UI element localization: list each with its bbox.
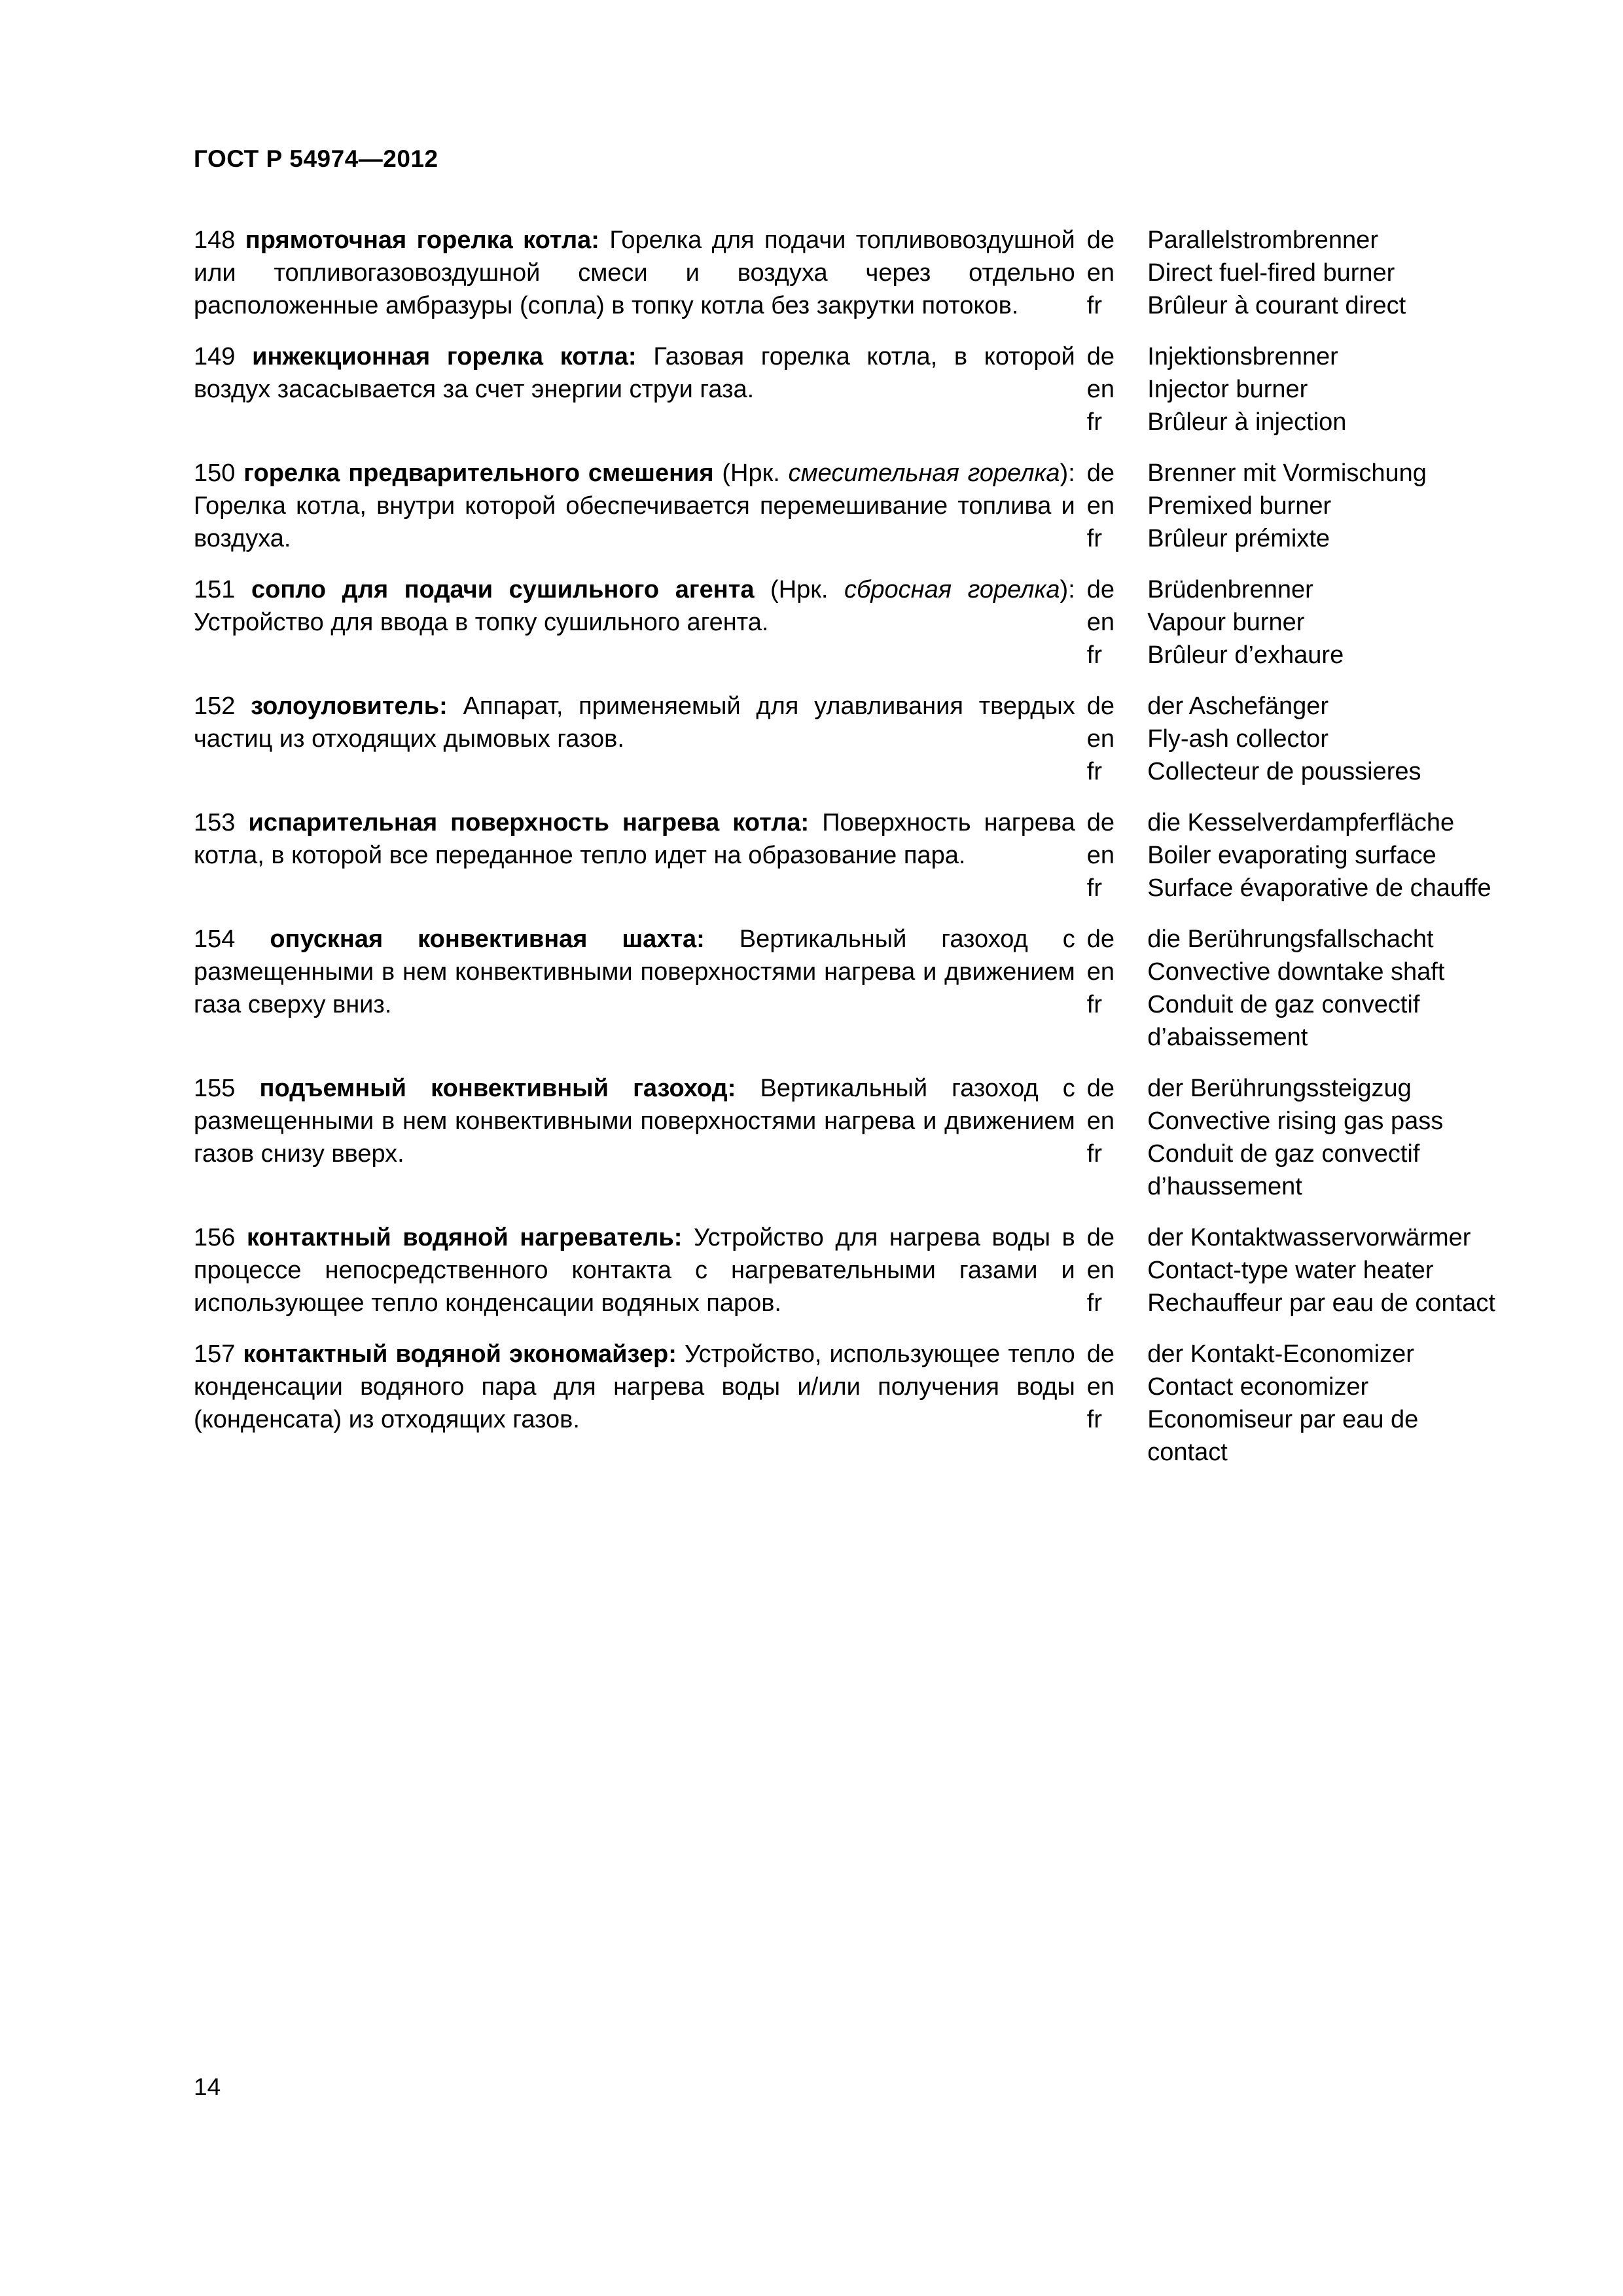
translation-de: Brüdenbrenner bbox=[1147, 576, 1313, 603]
language-codes bbox=[1078, 1072, 1141, 1170]
lang-code-de: de bbox=[1086, 226, 1115, 254]
language-codes bbox=[1078, 923, 1141, 1021]
translation-de: die Berührungsfallschacht bbox=[1147, 925, 1434, 953]
entry-term: горелка предварительного смешения bbox=[243, 459, 714, 487]
entry-definition-text: Горелка для подачи топливовоздушной или топливогазовоздушной смеси и воздуха через отдельно расположенные амбразуры (сопла) в топку котла без закрутки потоков. bbox=[194, 226, 1075, 319]
translations bbox=[1141, 923, 1496, 1054]
entry-definition bbox=[194, 806, 1078, 872]
lang-code-de: de bbox=[1086, 1340, 1115, 1368]
translation-en: Direct fuel-fired burner bbox=[1147, 259, 1395, 287]
entry-definition bbox=[194, 1338, 1078, 1436]
lang-code-fr: fr bbox=[1086, 292, 1102, 319]
lang-code-en: en bbox=[1086, 958, 1115, 986]
term-entry-154 bbox=[194, 923, 1496, 1054]
lang-code-de: de bbox=[1086, 576, 1115, 603]
lang-code-fr: fr bbox=[1086, 758, 1102, 785]
entry-term: подъемный конвективный газоход: bbox=[259, 1075, 736, 1102]
term-entry-152 bbox=[194, 690, 1496, 788]
translation-fr: Rechauffeur par eau de contact bbox=[1147, 1289, 1495, 1317]
lang-code-en: en bbox=[1086, 725, 1115, 753]
entry-term: сопло для подачи сушильного агента bbox=[251, 576, 755, 603]
language-codes bbox=[1078, 340, 1141, 439]
entry-number: 148 bbox=[194, 226, 236, 254]
entry-nrk-suffix: ): bbox=[1060, 576, 1075, 603]
language-codes bbox=[1078, 1338, 1141, 1436]
lang-code-fr: fr bbox=[1086, 991, 1102, 1018]
entry-definition-text: Аппарат, применяемый для улавливания твердых частиц из отходящих дымовых газов. bbox=[194, 692, 1075, 753]
entry-definition bbox=[194, 923, 1078, 1021]
entry-term: контактный водяной экономайзер: bbox=[243, 1340, 677, 1368]
translation-fr: Conduit de gaz convectif d’haussement bbox=[1147, 1140, 1420, 1200]
lang-code-fr: fr bbox=[1086, 1289, 1102, 1317]
entry-definition bbox=[194, 457, 1078, 555]
translation-en: Injector burner bbox=[1147, 376, 1308, 403]
lang-code-fr: fr bbox=[1086, 1406, 1102, 1433]
term-entry-148 bbox=[194, 224, 1496, 322]
lang-code-de: de bbox=[1086, 459, 1115, 487]
entry-definition-text: Поверхность нагрева котла, в которой все переданное тепло идет на образование пара. bbox=[194, 809, 1075, 869]
entry-definition-text: Горелка котла, внутри которой обеспечивается перемешивание топлива и воздуха. bbox=[194, 492, 1075, 552]
translation-en: Contact economizer bbox=[1147, 1373, 1369, 1401]
translation-en: Contact-type water heater bbox=[1147, 1257, 1434, 1284]
entry-definition bbox=[194, 690, 1078, 755]
lang-code-en: en bbox=[1086, 842, 1115, 869]
language-codes bbox=[1078, 1221, 1141, 1319]
lang-code-en: en bbox=[1086, 376, 1115, 403]
entry-number: 149 bbox=[194, 343, 236, 370]
entry-number: 156 bbox=[194, 1224, 236, 1251]
entry-term: контактный водяной нагреватель: bbox=[246, 1224, 683, 1251]
translation-de: der Berührungssteigzug bbox=[1147, 1075, 1412, 1102]
entry-deprecated-term: сбросная горелка bbox=[844, 576, 1060, 603]
translation-en: Fly-ash collector bbox=[1147, 725, 1329, 753]
entry-definition bbox=[194, 1072, 1078, 1170]
lang-code-en: en bbox=[1086, 609, 1115, 636]
translation-de: Injektionsbrenner bbox=[1147, 343, 1338, 370]
translations bbox=[1141, 1221, 1496, 1319]
entry-number: 152 bbox=[194, 692, 236, 720]
entry-number: 150 bbox=[194, 459, 236, 487]
entry-definition-text: Устройство, использующее тепло конденсации водяного пара для нагрева воды и/или получения воды (конденсата) из отходящих газов. bbox=[194, 1340, 1075, 1433]
lang-code-en: en bbox=[1086, 1257, 1115, 1284]
translations bbox=[1141, 690, 1496, 788]
translation-fr: Brûleur prémixte bbox=[1147, 525, 1330, 552]
document-header: ГОСТ Р 54974—2012 bbox=[194, 145, 438, 172]
entry-term: прямоточная горелка котла: bbox=[245, 226, 599, 254]
translation-en: Premixed burner bbox=[1147, 492, 1332, 520]
entry-number: 154 bbox=[194, 925, 236, 953]
entry-definition-text: Газовая горелка котла, в которой воздух засасывается за счет энергии струи газа. bbox=[194, 343, 1075, 403]
translation-de: der Kontaktwasservorwärmer bbox=[1147, 1224, 1471, 1251]
entry-number: 157 bbox=[194, 1340, 236, 1368]
translation-fr: Collecteur de poussieres bbox=[1147, 758, 1421, 785]
entry-definition-text: Устройство для ввода в топку сушильного агента. bbox=[194, 609, 769, 636]
lang-code-fr: fr bbox=[1086, 874, 1102, 902]
translation-fr: Economiseur par eau de contact bbox=[1147, 1406, 1419, 1466]
translation-fr: Brûleur à injection bbox=[1147, 408, 1347, 436]
lang-code-de: de bbox=[1086, 925, 1115, 953]
language-codes bbox=[1078, 224, 1141, 322]
translation-en: Convective rising gas pass bbox=[1147, 1107, 1444, 1135]
term-entry-156 bbox=[194, 1221, 1496, 1319]
entry-definition-text: Вертикальный газоход с размещенными в нем конвективными поверхностями нагрева и движением газа сверху вниз. bbox=[194, 925, 1075, 1018]
lang-code-en: en bbox=[1086, 492, 1115, 520]
translation-en: Boiler evaporating surface bbox=[1147, 842, 1436, 869]
lang-code-fr: fr bbox=[1086, 408, 1102, 436]
entry-number: 151 bbox=[194, 576, 236, 603]
translation-en: Vapour burner bbox=[1147, 609, 1305, 636]
term-entry-149 bbox=[194, 340, 1496, 439]
translation-de: der Kontakt-Economizer bbox=[1147, 1340, 1414, 1368]
entry-number: 153 bbox=[194, 809, 236, 836]
entry-definition bbox=[194, 573, 1078, 639]
language-codes bbox=[1078, 806, 1141, 905]
entry-nrk-prefix: (Нрк. bbox=[754, 576, 845, 603]
entry-definition bbox=[194, 1221, 1078, 1319]
lang-code-de: de bbox=[1086, 809, 1115, 836]
translation-en: Convective downtake shaft bbox=[1147, 958, 1445, 986]
term-entry-155 bbox=[194, 1072, 1496, 1203]
translations bbox=[1141, 573, 1496, 672]
entry-number: 155 bbox=[194, 1075, 236, 1102]
translation-fr: Brûleur à courant direct bbox=[1147, 292, 1406, 319]
entry-term: золоуловитель: bbox=[251, 692, 448, 720]
translation-fr: Conduit de gaz convectif d’abaissement bbox=[1147, 991, 1420, 1051]
translation-de: der Aschefänger bbox=[1147, 692, 1329, 720]
entry-definition-text: Устройство для нагрева воды в процессе непосредственного контакта с нагревательными газами и использующее тепло конденсации водяных паров. bbox=[194, 1224, 1075, 1317]
lang-code-en: en bbox=[1086, 1373, 1115, 1401]
term-entries bbox=[194, 224, 1496, 1469]
lang-code-de: de bbox=[1086, 1075, 1115, 1102]
translation-fr: Brûleur d’exhaure bbox=[1147, 641, 1344, 669]
lang-code-en: en bbox=[1086, 1107, 1115, 1135]
lang-code-fr: fr bbox=[1086, 525, 1102, 552]
entry-term: испарительная поверхность нагрева котла: bbox=[248, 809, 810, 836]
language-codes bbox=[1078, 457, 1141, 555]
entry-term: опускная конвективная шахта: bbox=[270, 925, 705, 953]
translations bbox=[1141, 806, 1496, 905]
translation-de: Brenner mit Vormischung bbox=[1147, 459, 1427, 487]
translations bbox=[1141, 224, 1496, 322]
entry-nrk-suffix: ): bbox=[1060, 459, 1075, 487]
entry-term: инжекционная горелка котла: bbox=[252, 343, 637, 370]
entry-deprecated-term: смесительная горелка bbox=[788, 459, 1060, 487]
translation-de: die Kesselverdampferfläche bbox=[1147, 809, 1455, 836]
translations bbox=[1141, 457, 1496, 555]
entry-definition-text: Вертикальный газоход с размещенными в нем конвективными поверхностями нагрева и движением газов снизу вверх. bbox=[194, 1075, 1075, 1168]
entry-definition bbox=[194, 224, 1078, 322]
translations bbox=[1141, 1072, 1496, 1203]
term-entry-150 bbox=[194, 457, 1496, 555]
translation-fr: Surface évaporative de chauffe bbox=[1147, 874, 1491, 902]
translation-de: Parallelstrombrenner bbox=[1147, 226, 1378, 254]
term-entry-153 bbox=[194, 806, 1496, 905]
translations bbox=[1141, 1338, 1496, 1469]
lang-code-fr: fr bbox=[1086, 641, 1102, 669]
lang-code-de: de bbox=[1086, 692, 1115, 720]
translations bbox=[1141, 340, 1496, 439]
entry-definition bbox=[194, 340, 1078, 406]
term-entry-157 bbox=[194, 1338, 1496, 1469]
lang-code-en: en bbox=[1086, 259, 1115, 287]
entry-nrk-prefix: (Нрк. bbox=[713, 459, 789, 487]
term-entry-151 bbox=[194, 573, 1496, 672]
lang-code-de: de bbox=[1086, 1224, 1115, 1251]
lang-code-de: de bbox=[1086, 343, 1115, 370]
language-codes bbox=[1078, 690, 1141, 788]
lang-code-fr: fr bbox=[1086, 1140, 1102, 1168]
language-codes bbox=[1078, 573, 1141, 672]
page-number: 14 bbox=[194, 2073, 221, 2100]
